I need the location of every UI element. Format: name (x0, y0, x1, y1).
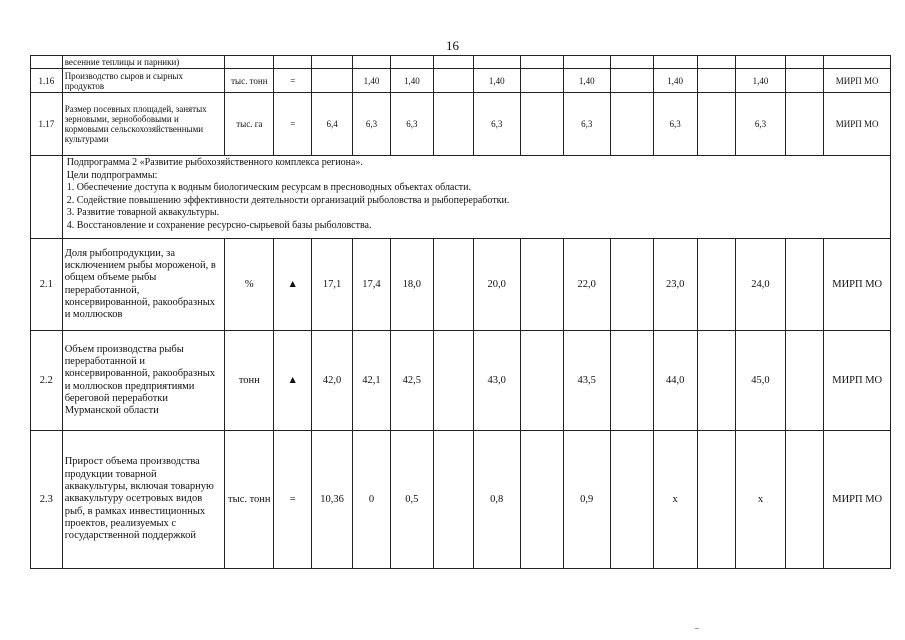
trend-mark: ▲ (274, 239, 312, 331)
subprogram-goal: 1. Обеспечение доступа к водным биологическим ресурсам в пресноводных объектах области. (66, 182, 472, 194)
subprogram-goal: 2. Содействие повышению эффективности деятельности организаций рыболовства и рыбопереработки. (66, 194, 510, 206)
value-cell: 42,5 (390, 331, 433, 431)
value-cell (520, 239, 563, 331)
value-cell: 17,1 (312, 239, 353, 331)
value-cell (433, 93, 473, 156)
indicator-name: Производство сыров и сырных продуктов (62, 69, 225, 93)
responsible: МИРП МО (824, 431, 891, 569)
value-cell (520, 431, 563, 569)
value-cell (697, 331, 736, 431)
unit: % (225, 239, 274, 331)
value-cell (610, 56, 653, 69)
value-cell: 24,0 (736, 239, 785, 331)
value-cell: 6,3 (736, 93, 785, 156)
value-cell (520, 56, 563, 69)
value-cell (353, 56, 391, 69)
row-number: 2.2 (31, 331, 63, 431)
value-cell (520, 69, 563, 93)
value-cell: х (653, 431, 697, 569)
value-cell (433, 239, 473, 331)
value-cell: 6,3 (473, 93, 520, 156)
value-cell: 1,40 (563, 69, 610, 93)
value-cell: 0,8 (473, 431, 520, 569)
subprogram-title: Подпрограмма 2 «Развитие рыбохозяйственного комплекса региона». (66, 157, 363, 168)
row-number: 2.3 (31, 431, 63, 569)
table-row (31, 93, 891, 156)
value-cell: 20,0 (473, 239, 520, 331)
value-cell: 22,0 (563, 239, 610, 331)
value-cell (433, 69, 473, 93)
value-cell (312, 69, 353, 93)
value-cell: 42,1 (353, 331, 391, 431)
value-cell: 6,3 (353, 93, 391, 156)
value-cell (785, 331, 824, 431)
scan-mark (695, 628, 699, 629)
value-cell (433, 431, 473, 569)
value-cell (312, 56, 353, 69)
value-cell: 10,36 (312, 431, 353, 569)
indicator-name: Размер посевных площадей, занятых зерновыми, зернобобовыми и кормовыми сельскохозяйственными культурами (62, 93, 225, 156)
value-cell (785, 93, 824, 156)
value-cell (433, 331, 473, 431)
subprogram-row (31, 156, 891, 239)
value-cell (610, 239, 653, 331)
value-cell (610, 431, 653, 569)
value-cell: х (736, 431, 785, 569)
responsible: МИРП МО (824, 331, 891, 431)
value-cell: 1,40 (353, 69, 391, 93)
value-cell (520, 331, 563, 431)
responsible: МИРП МО (824, 69, 891, 93)
indicator-name: Объем производства рыбы переработанной и консервированной, ракообразных и моллюсков предприятиями береговой переработки Мурманской области (62, 331, 225, 431)
value-cell: 17,4 (353, 239, 391, 331)
trend-mark (274, 56, 312, 69)
value-cell: 18,0 (390, 239, 433, 331)
value-cell (736, 56, 785, 69)
trend-mark: = (274, 69, 312, 93)
value-cell (433, 56, 473, 69)
value-cell: 0 (353, 431, 391, 569)
value-cell (697, 69, 736, 93)
unit: тыс. тонн (225, 69, 274, 93)
value-cell (697, 431, 736, 569)
value-cell: 1,40 (473, 69, 520, 93)
value-cell: 0,5 (390, 431, 433, 569)
value-cell: 1,40 (653, 69, 697, 93)
responsible: МИРП МО (824, 239, 891, 331)
trend-mark: = (274, 431, 312, 569)
value-cell (390, 56, 433, 69)
value-cell (697, 56, 736, 69)
row-number (31, 56, 63, 69)
subprogram-goal: 3. Развитие товарной аквакультуры. (66, 207, 220, 219)
table-row (31, 69, 891, 93)
indicators-table (30, 55, 891, 569)
subprogram-goals-label: Цели подпрограммы: (66, 169, 158, 181)
value-cell: 6,4 (312, 93, 353, 156)
responsible: МИРП МО (824, 93, 891, 156)
value-cell (697, 93, 736, 156)
table-row (31, 331, 891, 431)
subprogram-goal: 4. Восстановление и сохранение ресурсно-сырьевой базы рыболовства. (66, 219, 372, 231)
responsible (824, 56, 891, 69)
value-cell: 23,0 (653, 239, 697, 331)
value-cell: 6,3 (390, 93, 433, 156)
value-cell (610, 331, 653, 431)
value-cell (610, 93, 653, 156)
value-cell: 6,3 (563, 93, 610, 156)
value-cell (653, 56, 697, 69)
row-number: 2.1 (31, 239, 63, 331)
value-cell (785, 69, 824, 93)
value-cell (785, 239, 824, 331)
indicator-name: весенние теплицы и парники) (62, 56, 225, 69)
value-cell (563, 56, 610, 69)
subprogram-description (62, 156, 890, 239)
value-cell: 44,0 (653, 331, 697, 431)
value-cell: 1,40 (736, 69, 785, 93)
value-cell: 45,0 (736, 331, 785, 431)
page-number: 16 (446, 38, 459, 53)
value-cell: 43,0 (473, 331, 520, 431)
value-cell: 6,3 (653, 93, 697, 156)
indicator-name: Доля рыбопродукции, за исключением рыбы мороженой, в общем объеме рыбы переработанной, консервированной, ракообразных и моллюсков (62, 239, 225, 331)
value-cell (697, 239, 736, 331)
table-row (31, 239, 891, 331)
value-cell (610, 69, 653, 93)
row-number: 1.17 (31, 93, 63, 156)
indicator-name: Прирост объема производства продукции товарной аквакультуры, включая товарную аквакультуру осетровых видов рыб, в рамках инвестиционных проектов, реализуемых с государственной поддержкой (62, 431, 225, 569)
unit (225, 56, 274, 69)
value-cell: 0,9 (563, 431, 610, 569)
value-cell: 42,0 (312, 331, 353, 431)
value-cell (520, 93, 563, 156)
table-row (31, 431, 891, 569)
value-cell (785, 56, 824, 69)
trend-mark: = (274, 93, 312, 156)
unit: тыс. тонн (225, 431, 274, 569)
row-number: 1.16 (31, 69, 63, 93)
unit: тыс. га (225, 93, 274, 156)
value-cell (785, 431, 824, 569)
value-cell: 1,40 (390, 69, 433, 93)
value-cell (473, 56, 520, 69)
table-row (31, 56, 891, 69)
trend-mark: ▲ (274, 331, 312, 431)
unit: тонн (225, 331, 274, 431)
value-cell: 43,5 (563, 331, 610, 431)
